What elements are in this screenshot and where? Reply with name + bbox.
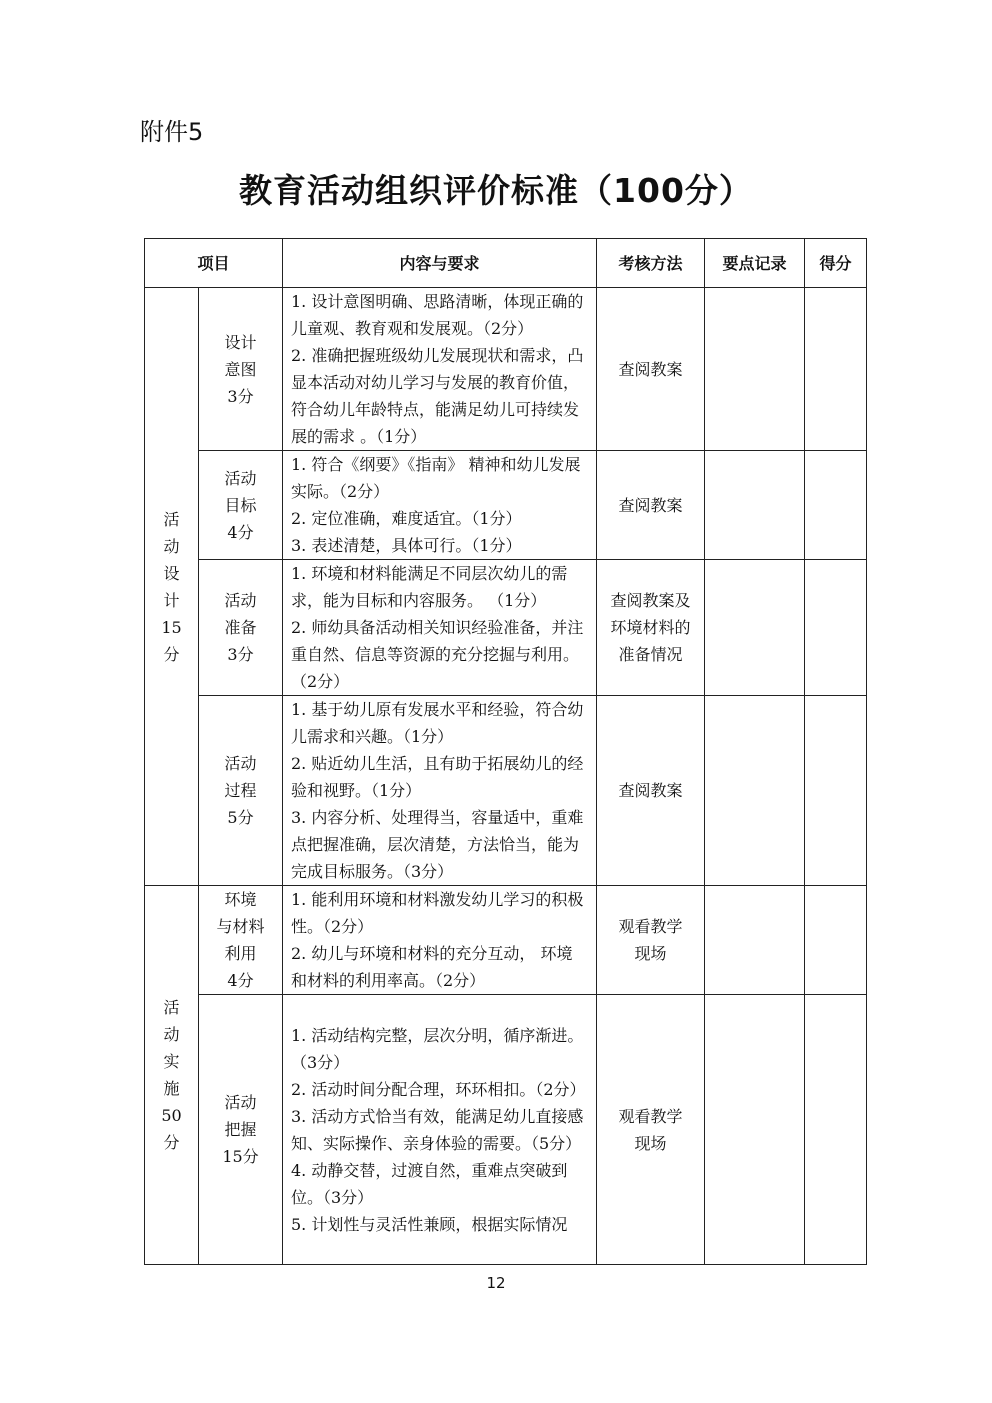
page-title: 教育活动组织评价标准（100分） — [239, 171, 753, 210]
section-label: 活 动 设 计 15 分 — [145, 288, 199, 886]
evaluation-table — [144, 238, 867, 1265]
table-row — [145, 451, 867, 560]
notes-cell — [705, 696, 805, 886]
page-number: 12 — [486, 1274, 506, 1292]
table-row — [145, 696, 867, 886]
table-row — [145, 560, 867, 696]
sub-item: 环境 与材料 利用 4分 — [199, 886, 283, 995]
table-row — [145, 886, 867, 995]
method-cell: 查阅教案 — [597, 696, 705, 886]
section-label: 活 动 实 施 50 分 — [145, 886, 199, 1265]
header-row — [145, 239, 867, 288]
content-cell: 1. 符合《纲要》《指南》 精神和幼儿发展实际。（2分） 2. 定位准确，难度适宜。（1分） 3. 表述清楚，具体可行。（1分） — [283, 451, 597, 560]
method-cell: 查阅教案 — [597, 451, 705, 560]
header-content: 内容与要求 — [283, 239, 597, 288]
content-cell: 1. 环境和材料能满足不同层次幼儿的需求，能为目标和内容服务。 （1分） 2. 师幼具备活动相关知识经验准备，并注重自然、信息等资源的充分挖掘与利用。（2分） — [283, 560, 597, 696]
header-method: 考核方法 — [597, 239, 705, 288]
content-cell: 1. 能利用环境和材料激发幼儿学习的积极性。（2分） 2. 幼儿与环境和材料的充分互动， 环境和材料的利用率高。（2分） — [283, 886, 597, 995]
table-row — [145, 995, 867, 1265]
score-cell — [805, 288, 867, 451]
notes-cell — [705, 288, 805, 451]
table-row — [145, 288, 867, 451]
sub-item: 设计 意图 3分 — [199, 288, 283, 451]
header-score: 得分 — [805, 239, 867, 288]
notes-cell — [705, 995, 805, 1265]
annex-label: 附件5 — [140, 118, 204, 146]
method-cell: 查阅教案及 环境材料的 准备情况 — [597, 560, 705, 696]
score-cell — [805, 560, 867, 696]
notes-cell — [705, 451, 805, 560]
score-cell — [805, 995, 867, 1265]
score-cell — [805, 886, 867, 995]
sub-item: 活动 过程 5分 — [199, 696, 283, 886]
method-cell: 查阅教案 — [597, 288, 705, 451]
header-notes: 要点记录 — [705, 239, 805, 288]
notes-cell — [705, 886, 805, 995]
content-cell: 1. 基于幼儿原有发展水平和经验，符合幼儿需求和兴趣。（1分） 2. 贴近幼儿生活，且有助于拓展幼儿的经验和视野。（1分） 3. 内容分析、处理得当，容量适中，重难点把握准确，层次清楚，方法恰当，能为完成目标服务。（3分） — [283, 696, 597, 886]
content-cell: 1. 设计意图明确、思路清晰，体现正确的儿童观、教育观和发展观。（2分） 2. 准确把握班级幼儿发展现状和需求，凸显本活动对幼儿学习与发展的教育价值，符合幼儿年龄特点，能满足幼儿可持续发展的需求 。（1分） — [283, 288, 597, 451]
notes-cell — [705, 560, 805, 696]
method-cell: 观看教学 现场 — [597, 886, 705, 995]
method-cell: 观看教学 现场 — [597, 995, 705, 1265]
sub-item: 活动 目标 4分 — [199, 451, 283, 560]
sub-item: 活动 准备 3分 — [199, 560, 283, 696]
content-cell: 1. 活动结构完整，层次分明，循序渐进。（3分） 2. 活动时间分配合理，环环相扣。（2分） 3. 活动方式恰当有效，能满足幼儿直接感知、实际操作、亲身体验的需要。（5分） 4. 动静交替，过渡自然，重难点突破到位。（3分） 5. 计划性与灵活性兼顾，根据实际情况 — [283, 995, 597, 1265]
sub-item: 活动 把握 15分 — [199, 995, 283, 1265]
score-cell — [805, 696, 867, 886]
header-item: 项目 — [145, 239, 283, 288]
score-cell — [805, 451, 867, 560]
